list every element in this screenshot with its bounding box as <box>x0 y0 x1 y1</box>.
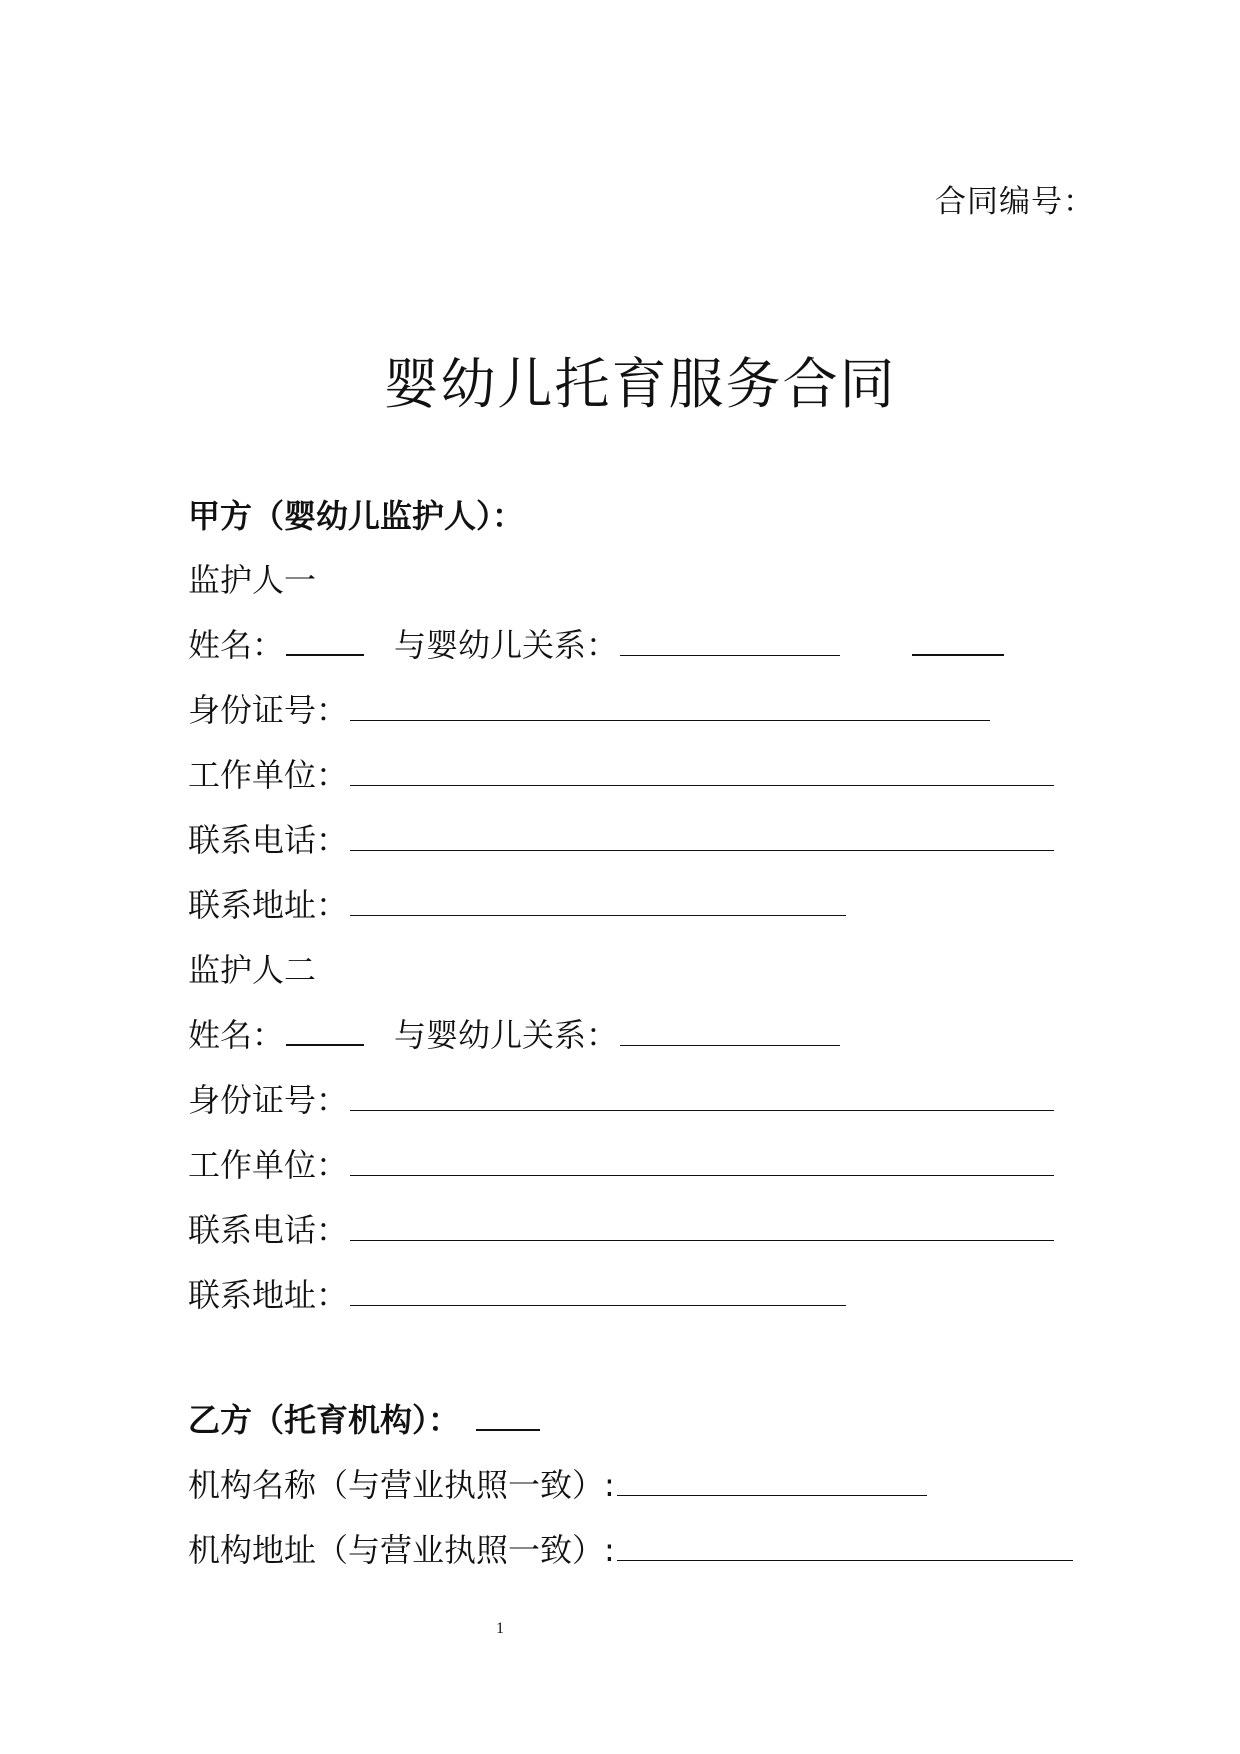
guardian1-address-field[interactable] <box>350 885 846 916</box>
guardian2-id-row <box>188 1076 1054 1124</box>
guardian2-work-field[interactable] <box>350 1145 1054 1176</box>
guardian1-address-row <box>188 881 846 929</box>
guardian1-name-row <box>188 621 1004 669</box>
guardian1-phone-row <box>188 816 1054 864</box>
guardian1-relation-field[interactable] <box>620 625 840 656</box>
party-a-heading <box>188 492 524 540</box>
guardian2-name-field[interactable] <box>286 1014 364 1046</box>
guardian1-heading <box>188 556 316 604</box>
guardian1-extra-field[interactable] <box>912 624 1004 656</box>
guardian2-id-field[interactable] <box>350 1080 1054 1111</box>
party-b-name-field[interactable] <box>617 1465 927 1496</box>
guardian1-id-row <box>188 686 990 734</box>
guardian1-phone-label: 联系电话： <box>188 821 349 859</box>
guardian1-name-label: 姓名： <box>188 626 285 664</box>
document-title: 婴幼儿托育服务合同 <box>383 352 897 416</box>
guardian2-work-label: 工作单位： <box>188 1146 349 1184</box>
guardian2-phone-label: 联系电话： <box>188 1211 349 1249</box>
page-number: 1 <box>496 1620 504 1637</box>
guardian1-name-field[interactable] <box>286 624 364 656</box>
guardian2-relation-label: 与婴幼儿关系： <box>394 1016 619 1054</box>
party-b-heading-text: 乙方（托育机构）： <box>188 1401 461 1439</box>
guardian1-work-field[interactable] <box>350 755 1054 786</box>
party-b-address-row <box>188 1526 1073 1574</box>
guardian2-address-field[interactable] <box>350 1275 846 1306</box>
guardian2-phone-row <box>188 1206 1054 1254</box>
party-b-address-label: 机构地址（与营业执照一致）: <box>188 1531 615 1569</box>
guardian1-phone-field[interactable] <box>350 820 1054 851</box>
guardian1-id-label: 身份证号： <box>188 691 349 729</box>
guardian2-address-label: 联系地址： <box>188 1276 349 1314</box>
party-b-address-field[interactable] <box>617 1530 1073 1561</box>
guardian2-heading <box>188 946 316 994</box>
guardian2-phone-field[interactable] <box>350 1210 1054 1241</box>
guardian2-id-label: 身份证号： <box>188 1081 349 1119</box>
guardian1-address-label: 联系地址： <box>188 886 349 924</box>
guardian2-relation-field[interactable] <box>620 1015 840 1046</box>
party-b-heading-row <box>188 1396 540 1444</box>
guardian2-work-row <box>188 1141 1054 1189</box>
guardian2-name-row <box>188 1011 840 1059</box>
party-b-name-row <box>188 1461 927 1509</box>
party-b-heading-field[interactable] <box>476 1399 540 1431</box>
guardian1-heading-text: 监护人一 <box>188 561 317 599</box>
guardian1-relation-label: 与婴幼儿关系： <box>394 626 619 664</box>
party-b-name-label: 机构名称（与营业执照一致）: <box>188 1466 615 1504</box>
guardian2-heading-text: 监护人二 <box>188 951 317 989</box>
guardian1-work-label: 工作单位： <box>188 756 349 794</box>
guardian1-work-row <box>188 751 1054 799</box>
guardian2-address-row <box>188 1271 846 1319</box>
guardian1-id-field[interactable] <box>350 690 990 721</box>
guardian2-name-label: 姓名： <box>188 1016 285 1054</box>
party-a-heading-text: 甲方（婴幼儿监护人）： <box>188 497 525 535</box>
contract-number: 合同编号： <box>935 184 1095 220</box>
